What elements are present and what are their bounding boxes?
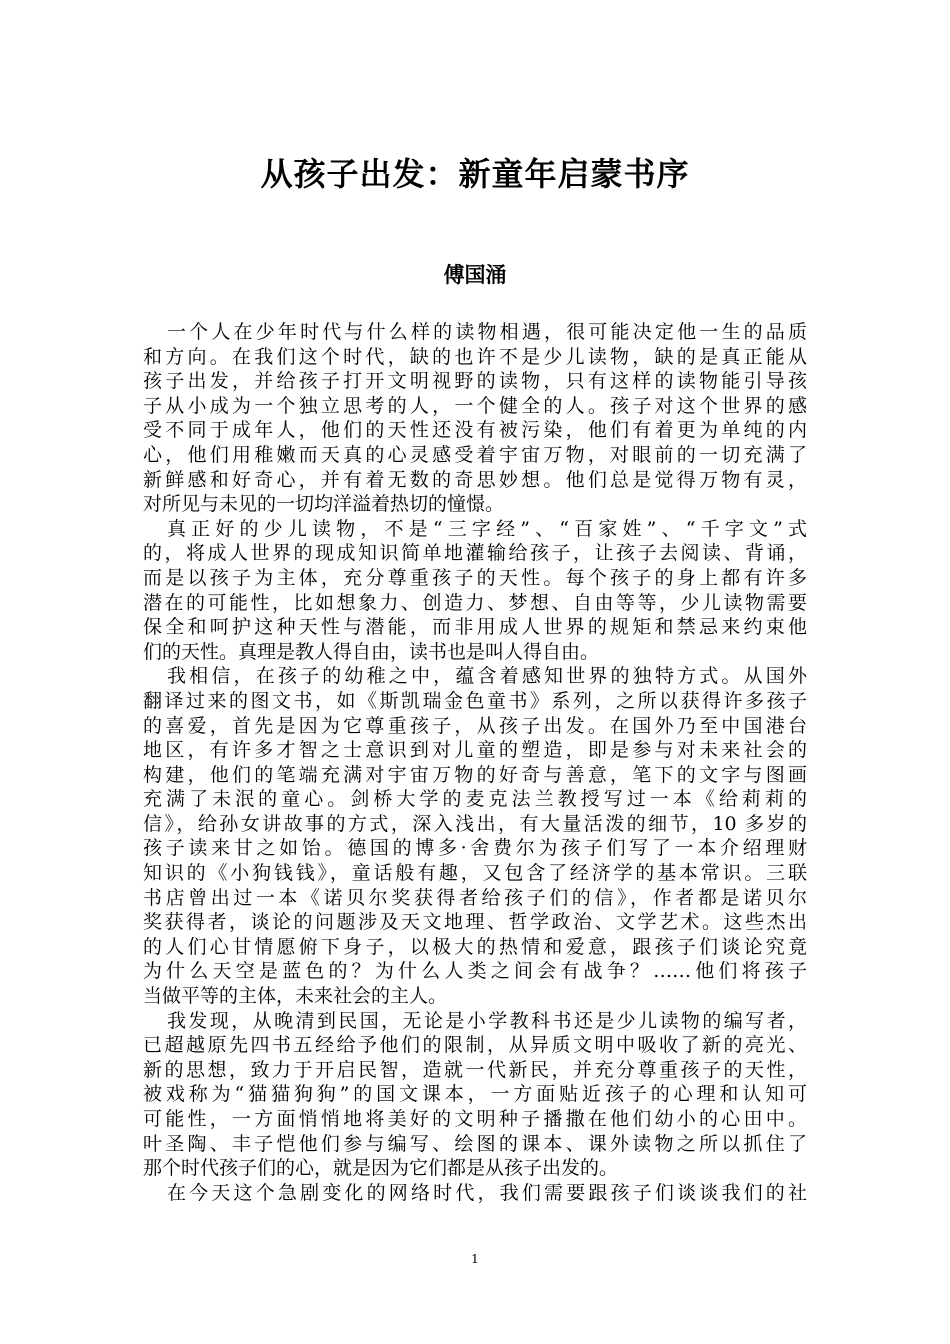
document-title: 从孩子出发：新童年启蒙书序 [260, 155, 690, 193]
paragraph [143, 664, 807, 1008]
paragraph-line: 的，将成人世界的现成知识简单地灌输给孩子，让孩子去阅读、背诵， [143, 542, 807, 565]
paragraph-line: 充满了未泯的童心。剑桥大学的麦克法兰教授写过一本《给莉莉的 [143, 788, 807, 811]
paragraph-line: 和方向。在我们这个时代，缺的也许不是少儿读物，缺的是真正能从 [143, 345, 807, 368]
paragraph-line: 保全和呵护这种天性与潜能，而非用成人世界的规矩和禁忌来约束他 [143, 616, 807, 639]
paragraph [143, 517, 807, 665]
paragraph-line: 我发现，从晚清到民国，无论是小学教科书还是少儿读物的编写者， [167, 1009, 807, 1032]
paragraph-line: 当做平等的主体，未来社会的主人。 [143, 985, 448, 1008]
paragraph-line: 已超越原先四书五经给予他们的限制，从异质文明中吸收了新的亮光、 [143, 1034, 807, 1057]
paragraph-line: 翻译过来的图文书，如《斯凯瑞金色童书》系列，之所以获得许多孩子 [143, 689, 807, 712]
paragraph-line: 为什么天空是蓝色的？为什么人类之间会有战争？……他们将孩子 [143, 960, 807, 983]
author-name: 傅国涌 [443, 263, 507, 287]
body-text [143, 320, 807, 1205]
paragraph-line: 子从小成为一个独立思考的人，一个健全的人。孩子对这个世界的感 [143, 394, 807, 417]
paragraph-line: 受不同于成年人，他们的天性还没有被污染，他们有着更为单纯的内 [143, 419, 807, 442]
paragraph [143, 1009, 807, 1181]
paragraph-line: 信》，给孙女讲故事的方式，深入浅出，有大量活泼的细节，10 多岁的 [143, 812, 807, 835]
page-number: 1 [471, 1252, 479, 1266]
paragraph-line: 地区，有许多才智之士意识到对儿童的塑造，即是参与对未来社会的 [143, 739, 807, 762]
paragraph [143, 320, 807, 517]
paragraph-line: 孩子读来甘之如饴。德国的博多·舍费尔为孩子们写了一本介绍理财 [143, 837, 807, 860]
paragraph-line: 新的思想，致力于开启民智，造就一代新民，并充分尊重孩子的天性， [143, 1058, 807, 1081]
paragraph-line: 孩子出发，并给孩子打开文明视野的读物，只有这样的读物能引导孩 [143, 370, 807, 393]
paragraph-line: 真正好的少儿读物，不是“三字经”、“百家姓”、“千字文”式 [167, 517, 807, 540]
paragraph-line: 一个人在少年时代与什么样的读物相遇，很可能决定他一生的品质 [167, 321, 807, 343]
paragraph-line: 那个时代孩子们的心，就是因为它们都是从孩子出发的。 [143, 1157, 619, 1180]
paragraph-line: 们的天性。真理是教人得自由，读书也是叫人得自由。 [143, 640, 600, 663]
paragraph-line: 我相信，在孩子的幼稚之中，蕴含着感知世界的独特方式。从国外 [167, 665, 807, 688]
paragraph-line: 而是以孩子为主体，充分尊重孩子的天性。每个孩子的身上都有许多 [143, 566, 807, 589]
paragraph-line: 奖获得者，谈论的问题涉及天文地理、哲学政治、文学艺术。这些杰出 [143, 911, 807, 934]
paragraph-line: 的喜爱，首先是因为它尊重孩子，从孩子出发。在国外乃至中国港台 [143, 714, 807, 737]
paragraph [143, 1181, 807, 1206]
paragraph-line: 可能性，一方面悄悄地将美好的文明种子播撒在他们幼小的心田中。 [143, 1108, 807, 1130]
paragraph-line: 心，他们用稚嫩而天真的心灵感受着宇宙万物，对眼前的一切充满了 [143, 443, 807, 466]
paragraph-line: 对所见与未见的一切均洋溢着热切的憧憬。 [143, 493, 505, 516]
paragraph-line: 新鲜感和好奇心，并有着无数的奇思妙想。他们总是觉得万物有灵， [143, 468, 807, 491]
paragraph-line: 叶圣陶、丰子恺他们参与编写、绘图的课本、课外读物之所以抓住了 [143, 1132, 807, 1155]
paragraph-line: 在今天这个急剧变化的网络时代，我们需要跟孩子们谈谈我们的社 [167, 1181, 807, 1204]
paragraph-line: 知识的《小狗钱钱》，童话般有趣，又包含了经济学的基本常识。三联 [143, 862, 807, 885]
paragraph-line: 被戏称为“猫猫狗狗”的国文课本，一方面贴近孩子的心理和认知可 [143, 1083, 807, 1106]
paragraph-line: 构建，他们的笔端充满对宇宙万物的好奇与善意，笔下的文字与图画 [143, 763, 807, 786]
paragraph-line: 的人们心甘情愿俯下身子，以极大的热情和爱意，跟孩子们谈论究竟 [143, 935, 807, 958]
paragraph-line: 书店曾出过一本《诺贝尔奖获得者给孩子们的信》，作者都是诺贝尔 [143, 886, 807, 909]
paragraph-line: 潜在的可能性，比如想象力、创造力、梦想、自由等等，少儿读物需要 [143, 591, 807, 614]
